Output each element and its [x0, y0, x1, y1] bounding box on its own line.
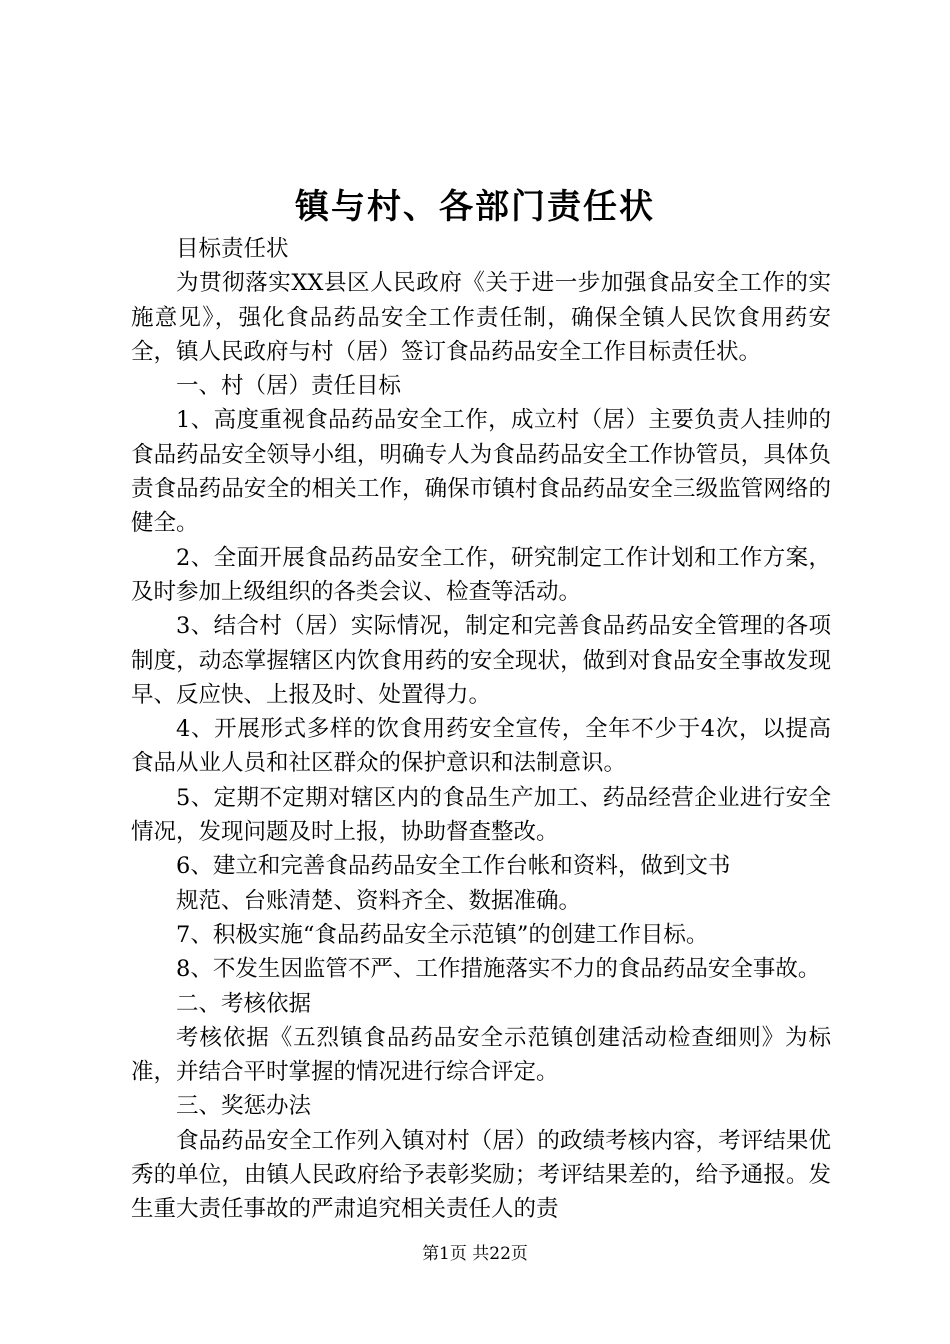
document-title: 镇与村、各部门责任状	[295, 187, 655, 227]
heading-section-3: 三、奖惩办法	[176, 1093, 312, 1120]
paragraph-assessment-basis: 考核依据《五烈镇食品药品安全示范镇创建活动检查细则》为标准，并结合平时掌握的情况进行综合评定。	[131, 1024, 831, 1086]
paragraph-item-8: 8、不发生因监管不严、工作措施落实不力的食品药品安全事故。	[176, 956, 821, 983]
paragraph-item-6: 6、建立和完善食品药品安全工作台帐和资料，做到文书	[176, 853, 731, 880]
page-number: 第1页 共22页	[422, 1244, 528, 1264]
paragraph-item-5: 5、定期不定期对辖区内的食品生产加工、药品经营企业进行安全情况，发现问题及时上报，协助督查整改。	[131, 784, 831, 846]
paragraph-item-7: 7、积极实施“食品药品安全示范镇”的创建工作目标。	[176, 921, 709, 948]
paragraph-item-4: 4、开展形式多样的饮食用药安全宣传，全年不少于4次，以提高食品从业人员和社区群众的保护意识和法制意识。	[131, 716, 831, 777]
heading-section-2: 二、考核依据	[176, 990, 312, 1017]
paragraph-intro: 为贯彻落实XX县区人民政府《关于进一步加强食品安全工作的实施意见》，强化食品药品安全工作责任制，确保全镇人民饮食用药安全，镇人民政府与村（居）签订食品药品安全工作目标责任状。	[131, 270, 831, 365]
heading-section-1: 一、村（居）责任目标	[176, 373, 402, 400]
paragraph-item-6-continued: 规范、台账清楚、资料齐全、数据准确。	[176, 887, 582, 914]
heading-target-responsibility: 目标责任状	[176, 236, 289, 262]
paragraph-rewards-penalties: 食品药品安全工作列入镇对村（居）的政绩考核内容，考评结果优秀的单位，由镇人民政府给予表彰奖励；考评结果差的，给予通报。发生重大责任事故的严肃追究相关责任人的责	[131, 1127, 831, 1223]
paragraph-item-2: 2、全面开展食品药品安全工作，研究制定工作计划和工作方案，及时参加上级组织的各类会议、检查等活动。	[131, 544, 831, 605]
paragraph-item-1: 1、高度重视食品药品安全工作，成立村（居）主要负责人挂帅的食品药品安全领导小组，明确专人为食品药品安全工作协管员，具体负责食品药品安全的相关工作，确保市镇村食品药品安全三级监管网络的健全。	[131, 407, 831, 537]
paragraph-item-3: 3、结合村（居）实际情况，制定和完善食品药品安全管理的各项制度，动态掌握辖区内饮食用药的安全现状，做到对食品安全事故发现早、反应快、上报及时、处置得力。	[131, 613, 831, 708]
document-body	[131, 232, 831, 1227]
